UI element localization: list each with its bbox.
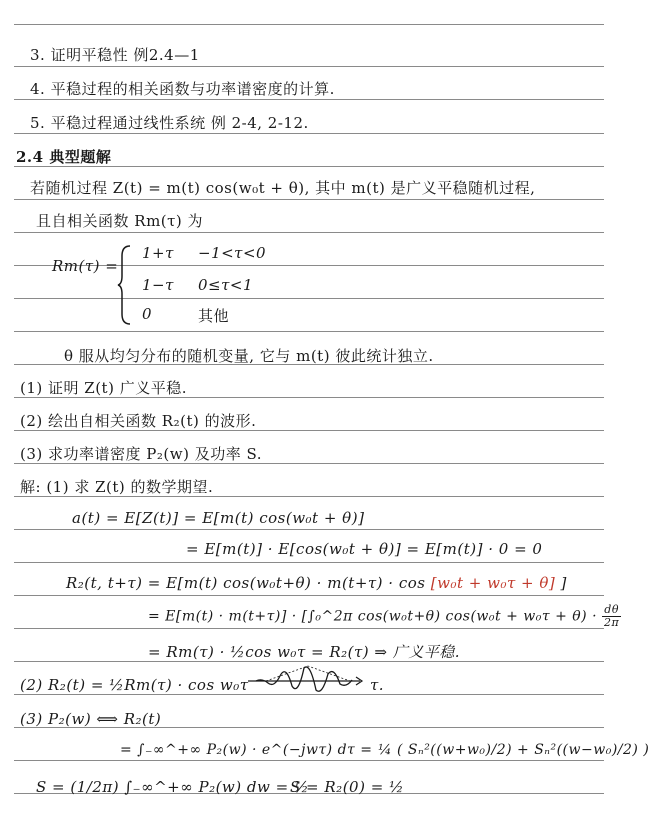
- rule-line: [14, 232, 604, 233]
- rule-line: [14, 529, 604, 530]
- solution-start: 解: (1) 求 Z(t) 的数学期望.: [20, 478, 214, 496]
- line-correlation-psd: 4. 平稳过程的相关函数与功率谱密度的计算.: [30, 80, 335, 98]
- piece2-cond: 0≤τ<1: [198, 276, 254, 294]
- rule-line: [14, 199, 604, 200]
- rule-line: [14, 24, 604, 25]
- piece1-cond: −1<τ<0: [198, 244, 267, 262]
- section-heading: 2.4 典型题解: [16, 148, 112, 166]
- expectation-eq: a(t) = E[Z(t)] = E[m(t) cos(w₀t + θ)]: [72, 509, 365, 527]
- line-autocorrelation-intro: 且自相关函数 Rm(τ) 为: [36, 212, 204, 230]
- answer-2: (2) R₂(t) = ½Rm(τ) · cos w₀τ: [20, 676, 249, 694]
- power-integral: S = (1/2π) ∫₋∞^+∞ P₂(w) dw = ½: [36, 778, 309, 796]
- piece2-expr: 1−τ: [142, 276, 174, 294]
- left-brace-icon: [118, 244, 132, 326]
- dtheta-fraction: [602, 604, 621, 629]
- waveform-axis-label: τ.: [370, 676, 385, 694]
- correlation-eq-end: ]: [560, 574, 567, 592]
- piecewise-lhs: Rm(τ) =: [52, 257, 119, 275]
- psd-result: ¼ ( Sₙ²((w+w₀)/2) + Sₙ²((w−w₀)/2) ): [378, 742, 649, 758]
- line-problem-statement: 若随机过程 Z(t) = m(t) cos(w₀t + θ), 其中 m(t) 是广义平稳随机过程,: [30, 179, 536, 197]
- waveform-sketch: [248, 664, 366, 698]
- fourier-eq: = ∫₋∞^+∞ P₂(w) · e^(−jwτ) dτ =: [120, 742, 373, 758]
- fraction-numerator: dθ: [602, 604, 621, 617]
- rule-line: [14, 99, 604, 100]
- line-theta-uniform: θ 服从均匀分布的随机变量, 它与 m(t) 彼此统计独立.: [64, 347, 434, 365]
- question-3: (3) 求功率谱密度 P₂(w) 及功率 S.: [20, 445, 262, 463]
- piece1-expr: 1+τ: [142, 244, 174, 262]
- correlation-integral-body: = E[m(t) · m(t+τ)] · [∫₀^2π cos(w₀t+θ) cos(w₀t + w₀τ + θ) ·: [148, 608, 598, 625]
- rule-line: [14, 562, 604, 563]
- answer-3: (3) P₂(w) ⟺ R₂(t): [20, 710, 162, 728]
- expectation-result: = E[m(t)] · E[cos(w₀t + θ)] = E[m(t)] · 0 = 0: [186, 540, 543, 558]
- question-1: (1) 证明 Z(t) 广义平稳.: [20, 379, 187, 397]
- rule-line: [14, 331, 604, 332]
- line-linear-system: 5. 平稳过程通过线性系统 例 2-4, 2-12.: [30, 114, 309, 132]
- rule-line: [14, 133, 604, 134]
- correlation-eq-correction: [w₀t + w₀τ + θ]: [430, 574, 556, 592]
- rule-line: [14, 595, 604, 596]
- question-2: (2) 绘出自相关函数 R₂(t) 的波形.: [20, 412, 257, 430]
- line-proof-stationarity: 3. 证明平稳性 例2.4—1: [30, 46, 200, 64]
- correlation-eq-lhs: R₂(t, t+τ) = E[m(t) cos(w₀t+θ) · m(t+τ) · cos: [66, 574, 426, 592]
- piece3-expr: 0: [142, 305, 153, 323]
- correlation-integral: [148, 604, 621, 629]
- rule-line: [14, 298, 604, 299]
- power-result: S = R₂(0) = ½: [290, 778, 405, 796]
- fraction-denominator: 2π: [604, 616, 620, 629]
- rule-line: [14, 66, 604, 67]
- correlation-eq: [66, 574, 567, 592]
- correlation-result: = Rm(τ) · ½cos w₀τ = R₂(τ) ⇒ 广义平稳.: [148, 643, 461, 661]
- piece3-cond: 其他: [198, 307, 230, 325]
- rule-line: [14, 760, 604, 761]
